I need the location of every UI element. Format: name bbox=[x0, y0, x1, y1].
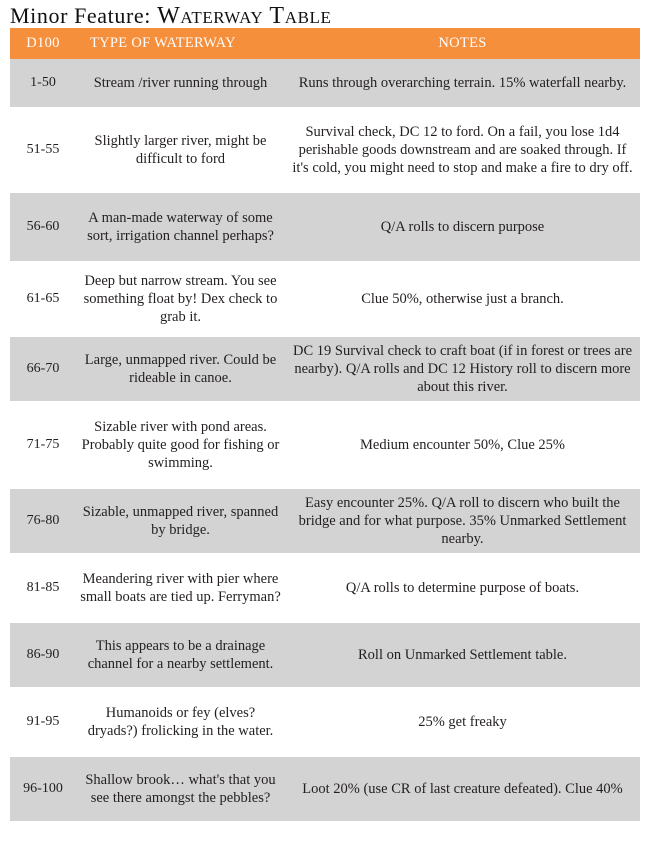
table-row bbox=[10, 110, 640, 190]
type-cell: This appears to be a drainage channel for a nearby settlement. bbox=[76, 623, 285, 687]
table-row bbox=[10, 337, 640, 401]
table-row bbox=[10, 59, 640, 107]
type-cell: Shallow brook… what's that you see there amongst the pebbles? bbox=[76, 757, 285, 821]
roll-cell: 1-50 bbox=[10, 59, 76, 107]
page-title bbox=[10, 2, 331, 29]
type-cell: Large, unmapped river. Could be rideable in canoe. bbox=[76, 337, 285, 401]
notes-cell: Q/A rolls to determine purpose of boats. bbox=[285, 556, 640, 620]
notes-cell: Roll on Unmarked Settlement table. bbox=[285, 623, 640, 687]
type-cell: Sizable, unmapped river, spanned by bridge. bbox=[76, 489, 285, 553]
type-cell: Slightly larger river, might be difficult to ford bbox=[76, 110, 285, 190]
type-cell: Stream /river running through bbox=[76, 59, 285, 107]
type-cell: Meandering river with pier where small boats are tied up. Ferryman? bbox=[76, 556, 285, 620]
roll-cell: 66-70 bbox=[10, 337, 76, 401]
roll-cell: 76-80 bbox=[10, 489, 76, 553]
waterway-table bbox=[10, 28, 640, 821]
title-first: Minor Feature: bbox=[10, 3, 151, 28]
notes-cell: Clue 50%, otherwise just a branch. bbox=[285, 264, 640, 334]
table-row bbox=[10, 690, 640, 754]
roll-cell: 91-95 bbox=[10, 690, 76, 754]
table-row bbox=[10, 757, 640, 821]
header-roll: D100 bbox=[26, 35, 60, 51]
header-type: TYPE OF WATERWAY bbox=[90, 35, 236, 51]
table-row bbox=[10, 193, 640, 261]
notes-cell: Loot 20% (use CR of last creature defeated). Clue 40% bbox=[285, 757, 640, 821]
header-notes: NOTES bbox=[438, 35, 487, 51]
roll-cell: 61-65 bbox=[10, 264, 76, 334]
table-row bbox=[10, 264, 640, 334]
roll-cell: 96-100 bbox=[10, 757, 76, 821]
notes-cell: Easy encounter 25%. Q/A roll to discern who built the bridge and for what purpose. 35% Unmarked Settlement nearby. bbox=[285, 489, 640, 553]
roll-cell: 71-75 bbox=[10, 404, 76, 486]
type-cell: Deep but narrow stream. You see something float by! Dex check to grab it. bbox=[76, 264, 285, 334]
notes-cell: Runs through overarching terrain. 15% waterfall nearby. bbox=[285, 59, 640, 107]
type-cell: Humanoids or fey (elves? dryads?) frolicking in the water. bbox=[76, 690, 285, 754]
title-second: Waterway Table bbox=[157, 3, 332, 29]
table-row bbox=[10, 404, 640, 486]
table-row bbox=[10, 556, 640, 620]
notes-cell: Medium encounter 50%, Clue 25% bbox=[285, 404, 640, 486]
type-cell: Sizable river with pond areas. Probably quite good for fishing or swimming. bbox=[76, 404, 285, 486]
table-row bbox=[10, 489, 640, 553]
type-cell: A man-made waterway of some sort, irrigation channel perhaps? bbox=[76, 193, 285, 261]
notes-cell: 25% get freaky bbox=[285, 690, 640, 754]
notes-cell: DC 19 Survival check to craft boat (if in forest or trees are nearby). Q/A rolls and DC 12 History roll to discern more about this river. bbox=[285, 337, 640, 401]
table-header bbox=[10, 28, 640, 59]
table-row bbox=[10, 623, 640, 687]
roll-cell: 51-55 bbox=[10, 110, 76, 190]
roll-cell: 56-60 bbox=[10, 193, 76, 261]
roll-cell: 81-85 bbox=[10, 556, 76, 620]
roll-cell: 86-90 bbox=[10, 623, 76, 687]
notes-cell: Survival check, DC 12 to ford. On a fail, you lose 1d4 perishable goods downstream and are soaked through. If it's cold, you might need to stop and make a fire to dry off. bbox=[285, 110, 640, 190]
notes-cell: Q/A rolls to discern purpose bbox=[285, 193, 640, 261]
